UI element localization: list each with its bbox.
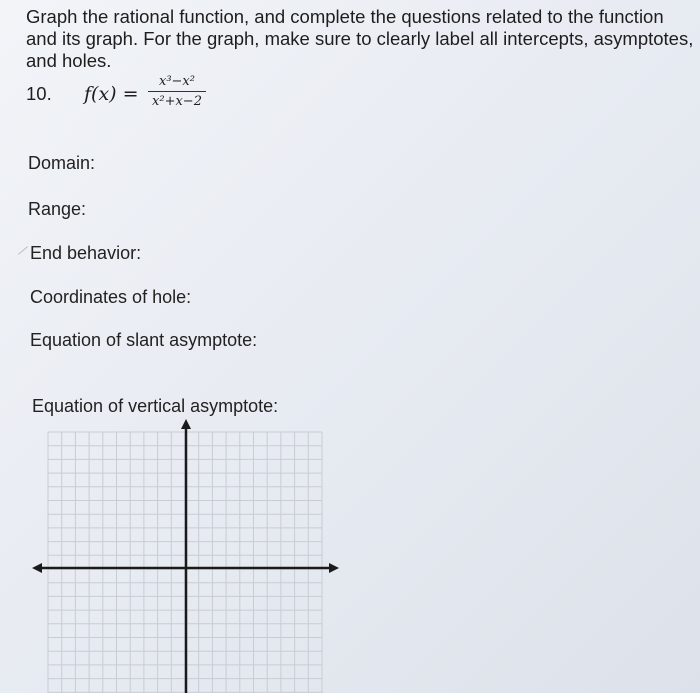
y-axis-up-arrow-icon xyxy=(181,419,191,429)
vertical-asymptote-prompt: Equation of vertical asymptote: xyxy=(32,396,279,416)
function-label: f(x) = xyxy=(84,83,139,105)
hole-prompt: Coordinates of hole: xyxy=(30,287,192,307)
domain-prompt: Domain: xyxy=(28,153,96,173)
x-axis-right-arrow-icon xyxy=(329,563,339,573)
y-axis xyxy=(181,419,191,693)
instructions-text: Graph the rational function, and complete the questions related to the function and its graph. For the graph, make sure to clearly label all intercepts, asymptotes, and holes. xyxy=(26,6,694,71)
pen-mark xyxy=(18,246,28,254)
fraction-denominator: x²+x−2 xyxy=(152,94,202,109)
problem-10 xyxy=(26,72,326,118)
x-axis-left-arrow-icon xyxy=(32,563,42,573)
rational-fraction xyxy=(146,74,208,109)
slant-asymptote-prompt: Equation of slant asymptote: xyxy=(30,330,258,350)
end-behavior-prompt: End behavior: xyxy=(30,243,142,263)
problem-number: 10. xyxy=(26,83,52,104)
fraction-numerator: x³−x² xyxy=(159,74,195,89)
range-prompt: Range: xyxy=(28,199,87,219)
coordinate-grid[interactable] xyxy=(30,418,344,693)
